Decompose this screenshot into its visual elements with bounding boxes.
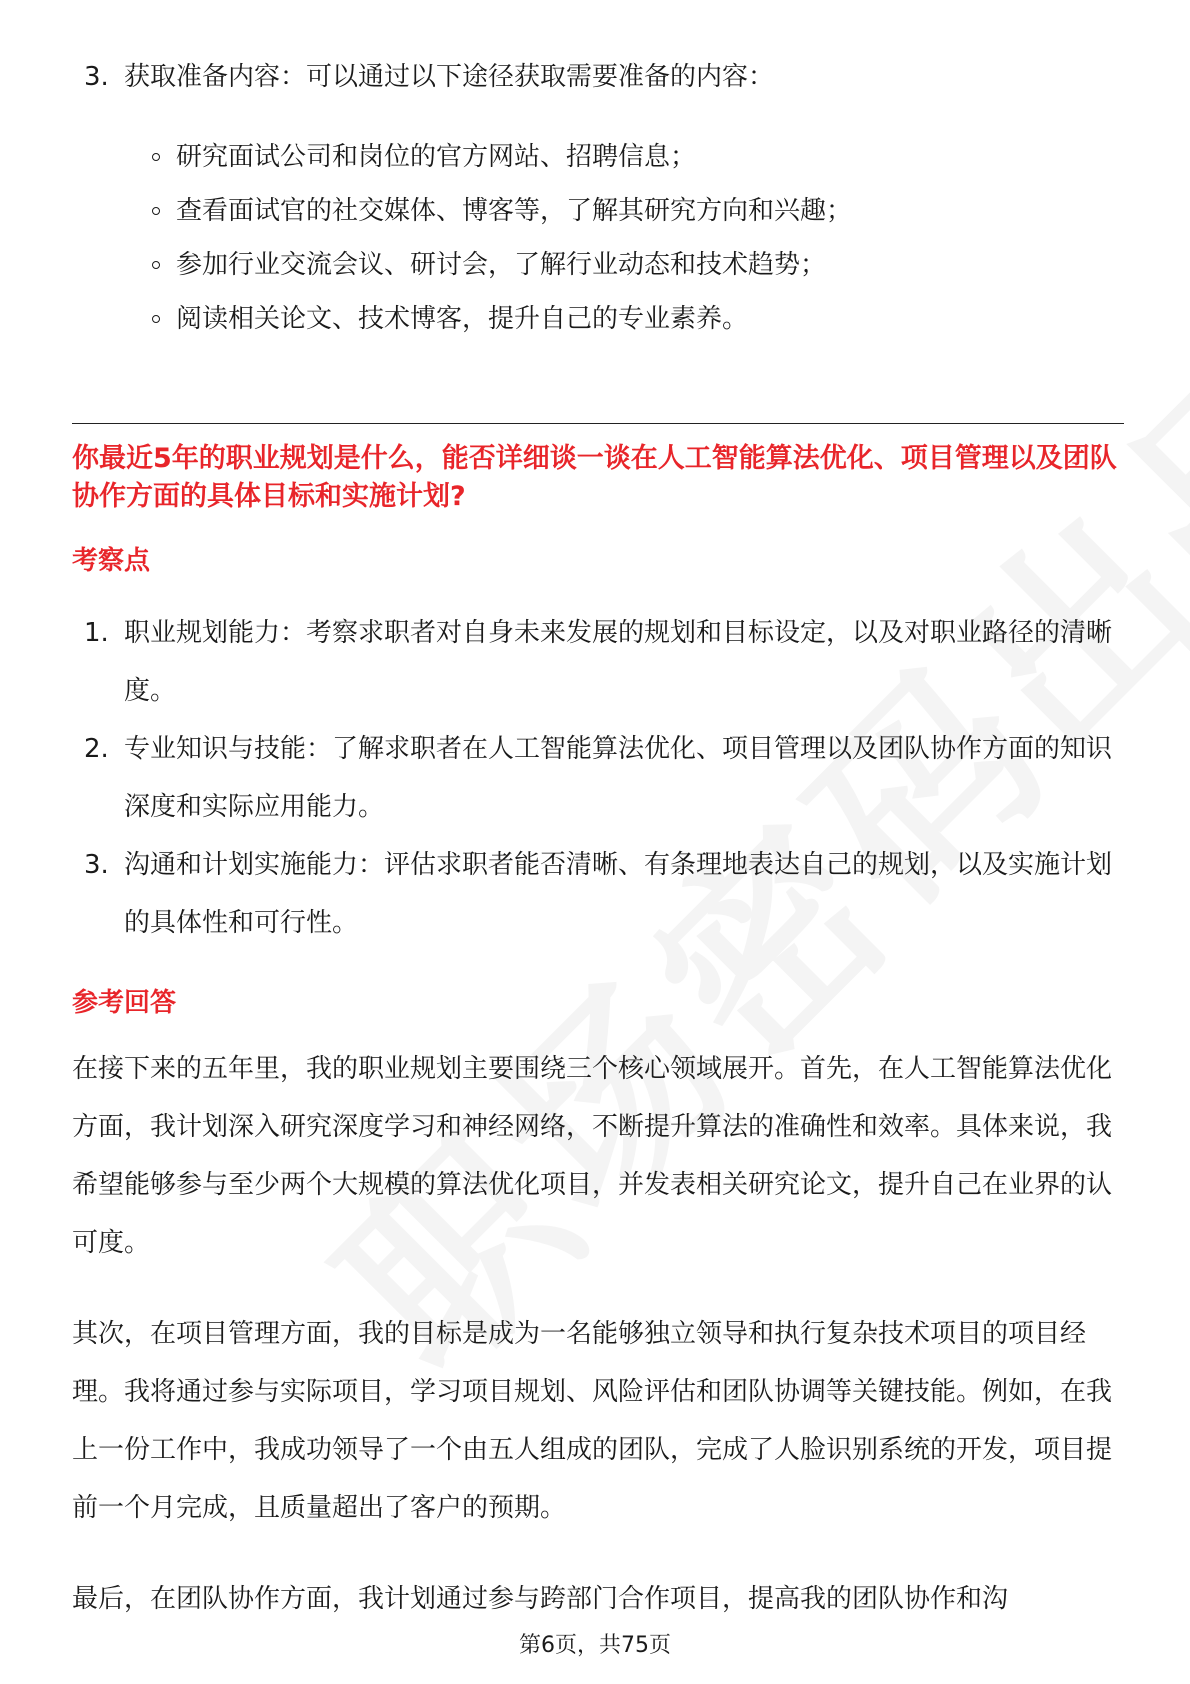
answer-paragraph: 在接下来的五年里，我的职业规划主要围绕三个核心领域展开。首先，在人工智能算法优化方面，我计划深入研究深度学习和神经网络，不断提升算法的准确性和效率。具体来说，我希望能够参与至少两个大规模的算法优化项目，并发表相关研究论文，提升自己在业界的认可度。 <box>72 1054 1113 1258</box>
list-item-text: 阅读相关论文、技术博客，提升自己的专业素养。 <box>176 304 749 334</box>
bullet-circle-icon <box>152 207 160 215</box>
answer-heading: 参考回答 <box>72 988 177 1018</box>
list-item-text: 查看面试官的社交媒体、博客等，了解其研究方向和兴趣； <box>176 196 853 226</box>
list-item-text: 获取准备内容：可以通过以下途径获取需要准备的内容： <box>124 62 775 92</box>
prep-list <box>84 48 1114 106</box>
interview-question: 你最近5年的职业规划是什么，能否详细谈一谈在人工智能算法优化、项目管理以及团队协作方面的具体目标和实施计划? <box>72 443 1117 512</box>
answer-paragraph: 其次，在项目管理方面，我的目标是成为一名能够独立领导和执行复杂技术项目的项目经理。我将通过参与实际项目，学习项目规划、风险评估和团队协调等关键技能。例如，在我上一份工作中，我成功领导了一个由五人组成的团队，完成了人脸识别系统的开发，项目提前一个月完成，且质量超出了客户的预期。 <box>72 1319 1113 1523</box>
answer-paragraph: 最后，在团队协作方面，我计划通过参与跨部门合作项目，提高我的团队协作和沟 <box>72 1584 1009 1614</box>
list-item <box>84 48 1114 106</box>
list-number: 3. <box>84 850 109 880</box>
list-item-text: 研究面试公司和岗位的官方网站、招聘信息； <box>176 142 697 172</box>
list-item <box>146 138 1106 176</box>
list-item <box>84 720 1124 836</box>
bullet-circle-icon <box>152 315 160 323</box>
bullet-circle-icon <box>152 153 160 161</box>
assessment-heading: 考察点 <box>72 546 151 576</box>
list-item <box>146 192 1106 230</box>
assessment-list <box>84 604 1124 952</box>
list-item <box>84 836 1124 952</box>
list-number: 3. <box>84 62 109 92</box>
list-item <box>146 300 1106 338</box>
list-item-text: 专业知识与技能：了解求职者在人工智能算法优化、项目管理以及团队协作方面的知识深度和实际应用能力。 <box>124 734 1113 822</box>
list-item-text: 职业规划能力：考察求职者对自身未来发展的规划和目标设定，以及对职业路径的清晰度。 <box>124 618 1113 706</box>
list-number: 2. <box>84 734 109 764</box>
list-item <box>146 246 1106 284</box>
section-divider <box>72 423 1124 424</box>
list-number: 1. <box>84 618 109 648</box>
list-item-text: 沟通和计划实施能力：评估求职者能否清晰、有条理地表达自己的规划，以及实施计划的具体性和可行性。 <box>124 850 1113 938</box>
sources-list <box>146 138 1106 338</box>
page-footer: 第6页，共75页 <box>519 1633 671 1658</box>
list-item <box>84 604 1124 720</box>
bullet-circle-icon <box>152 261 160 269</box>
list-item-text: 参加行业交流会议、研讨会，了解行业动态和技术趋势； <box>176 250 827 280</box>
